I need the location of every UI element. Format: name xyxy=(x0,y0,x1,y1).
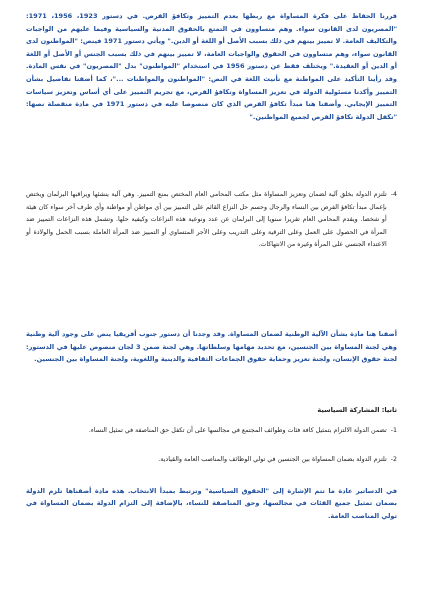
list-item-text: تلتزم الدولة بخلق آلية لضمان وتعزيز المساواة مثل مكتب المحامي العام المختص بمنع التمييز. وهي آلية ينشئها ويراقبها البرلمان ويختص بإعمال مبدأ تكافؤ الفرص بين النساء والرجال وحسم حل النزاع القائم على التمييز بين أي مواطن أو مواطنة وأي طرف آخر سواء كان هيئة أو شخصا. ويقدم المحامي العام تقريرا سنويا إلى البرلمان عن عدد ونوعية هذه النزاعات وكيفية حلها. وتشمل هذه النزاعات التمييز ضد المرأة في الحصول على العمل وعلى الترقية وعلى التدريب وعلى الأجر المتساوي أو التمييز ضد المرأة العاملة بسبب الحمل والولادة أو الاعتداء الجنسي على المرأة وغيره من الانتهاكات. xyxy=(26,191,387,249)
list-item-number: 4- xyxy=(390,191,397,198)
list-item-number: 2- xyxy=(390,455,397,463)
closing-paragraph: في الدساتير عادة ما تتم الإشارة إلى "الحقوق السياسية" وترتبط بمبدأ الانتخاب. هذه مادة أضفناها تلزم الدولة بضمان تمثيل جميع الفئات في مجالسها، وحق المناصفة للنساء، بالإضافة إلى التزام الدولة بضمان المساواة في تولي المناصب العامة. xyxy=(26,486,397,520)
mechanisms-paragraph: أضفنا هنا مادة بشأن الآلية الوطنية لضمان المساواة. وقد وجدنا أن دستور جنوب أفريقيا ينص على وجود آلية وطنية وهي لجنة المساواة بين الجنسين، مع تحديد مهامها وسلطاتها. وهي لجنة ضمن 3 لجان منصوص عليها في الدستور: لجنة حقوق الإنسان، ولجنة تعزيز وحماية حقوق الجماعات الثقافية والدينية واللغوية، ولجنة المساواة بين الجنسين. xyxy=(26,330,397,364)
document-page xyxy=(26,10,397,523)
intro-paragraph: قررنا الحفاظ على فكرة المساواة مع ربطها بعدم التمييز وتكافؤ الفرص. في دستور 1923، 1956، 1971: "المصريون لدى القانون سواء. وهم متساوون في التمتع بالحقوق المدنية والسياسية وفيما عليهم من الواجبات والتكاليف العامة. لا تمييز بينهم في ذلك بسبب الأصل أو اللغة أو الدين." ويأتي دستور 1971 فينص: "المواطنون لدى القانون سواء، وهم متساوون في الحقوق والواجبات العامة، لا تمييز بينهم في ذلك بسبب الجنس أو الأصل أو اللغة أو الدين أو العقيدة." ويختلف فقط عن دستور 1956 في استخدام "المواطنون" بدل "المصريون" في نفس المادة. وقد رأينا التأكيد على المواطنة مع تأنيث اللغة في النص: "المواطنون والمواطنات ..."، كما أضفنا تفاصيل بشأن التمييز وأكدنا مسئولية الدولة في تعزيز المساواة وتكافؤ الفرص، مع تجريم التمييز على أي أساس وتعزيز سياسات التمييز الإيجابي. وأضفنا هنا مبدأ تكافؤ الفرص الذي كان منصوصا عليه في دستور 1971 في مادة منفصلة نصها: "تكفل الدولة تكافؤ الفرص لجميع المواطنين." xyxy=(26,12,397,121)
list-item-2 xyxy=(26,454,397,467)
list-item-4 xyxy=(26,189,397,314)
list-item-text: تلتزم الدولة بضمان المساواة بين الجنسين في تولي الوظائف والمناصب العامة والقيادية. xyxy=(158,455,387,463)
list-item-text: تضمن الدولة الالتزام بتمثيل كافة فئات وطوائف المجتمع في مجالسها على أن تكفل حق المناصفة في تمثيل النساء. xyxy=(88,426,387,434)
section-heading: ثانيا: المشاركة السياسية xyxy=(317,406,397,414)
list-item-1 xyxy=(26,425,397,450)
list-item-number: 1- xyxy=(390,426,397,434)
